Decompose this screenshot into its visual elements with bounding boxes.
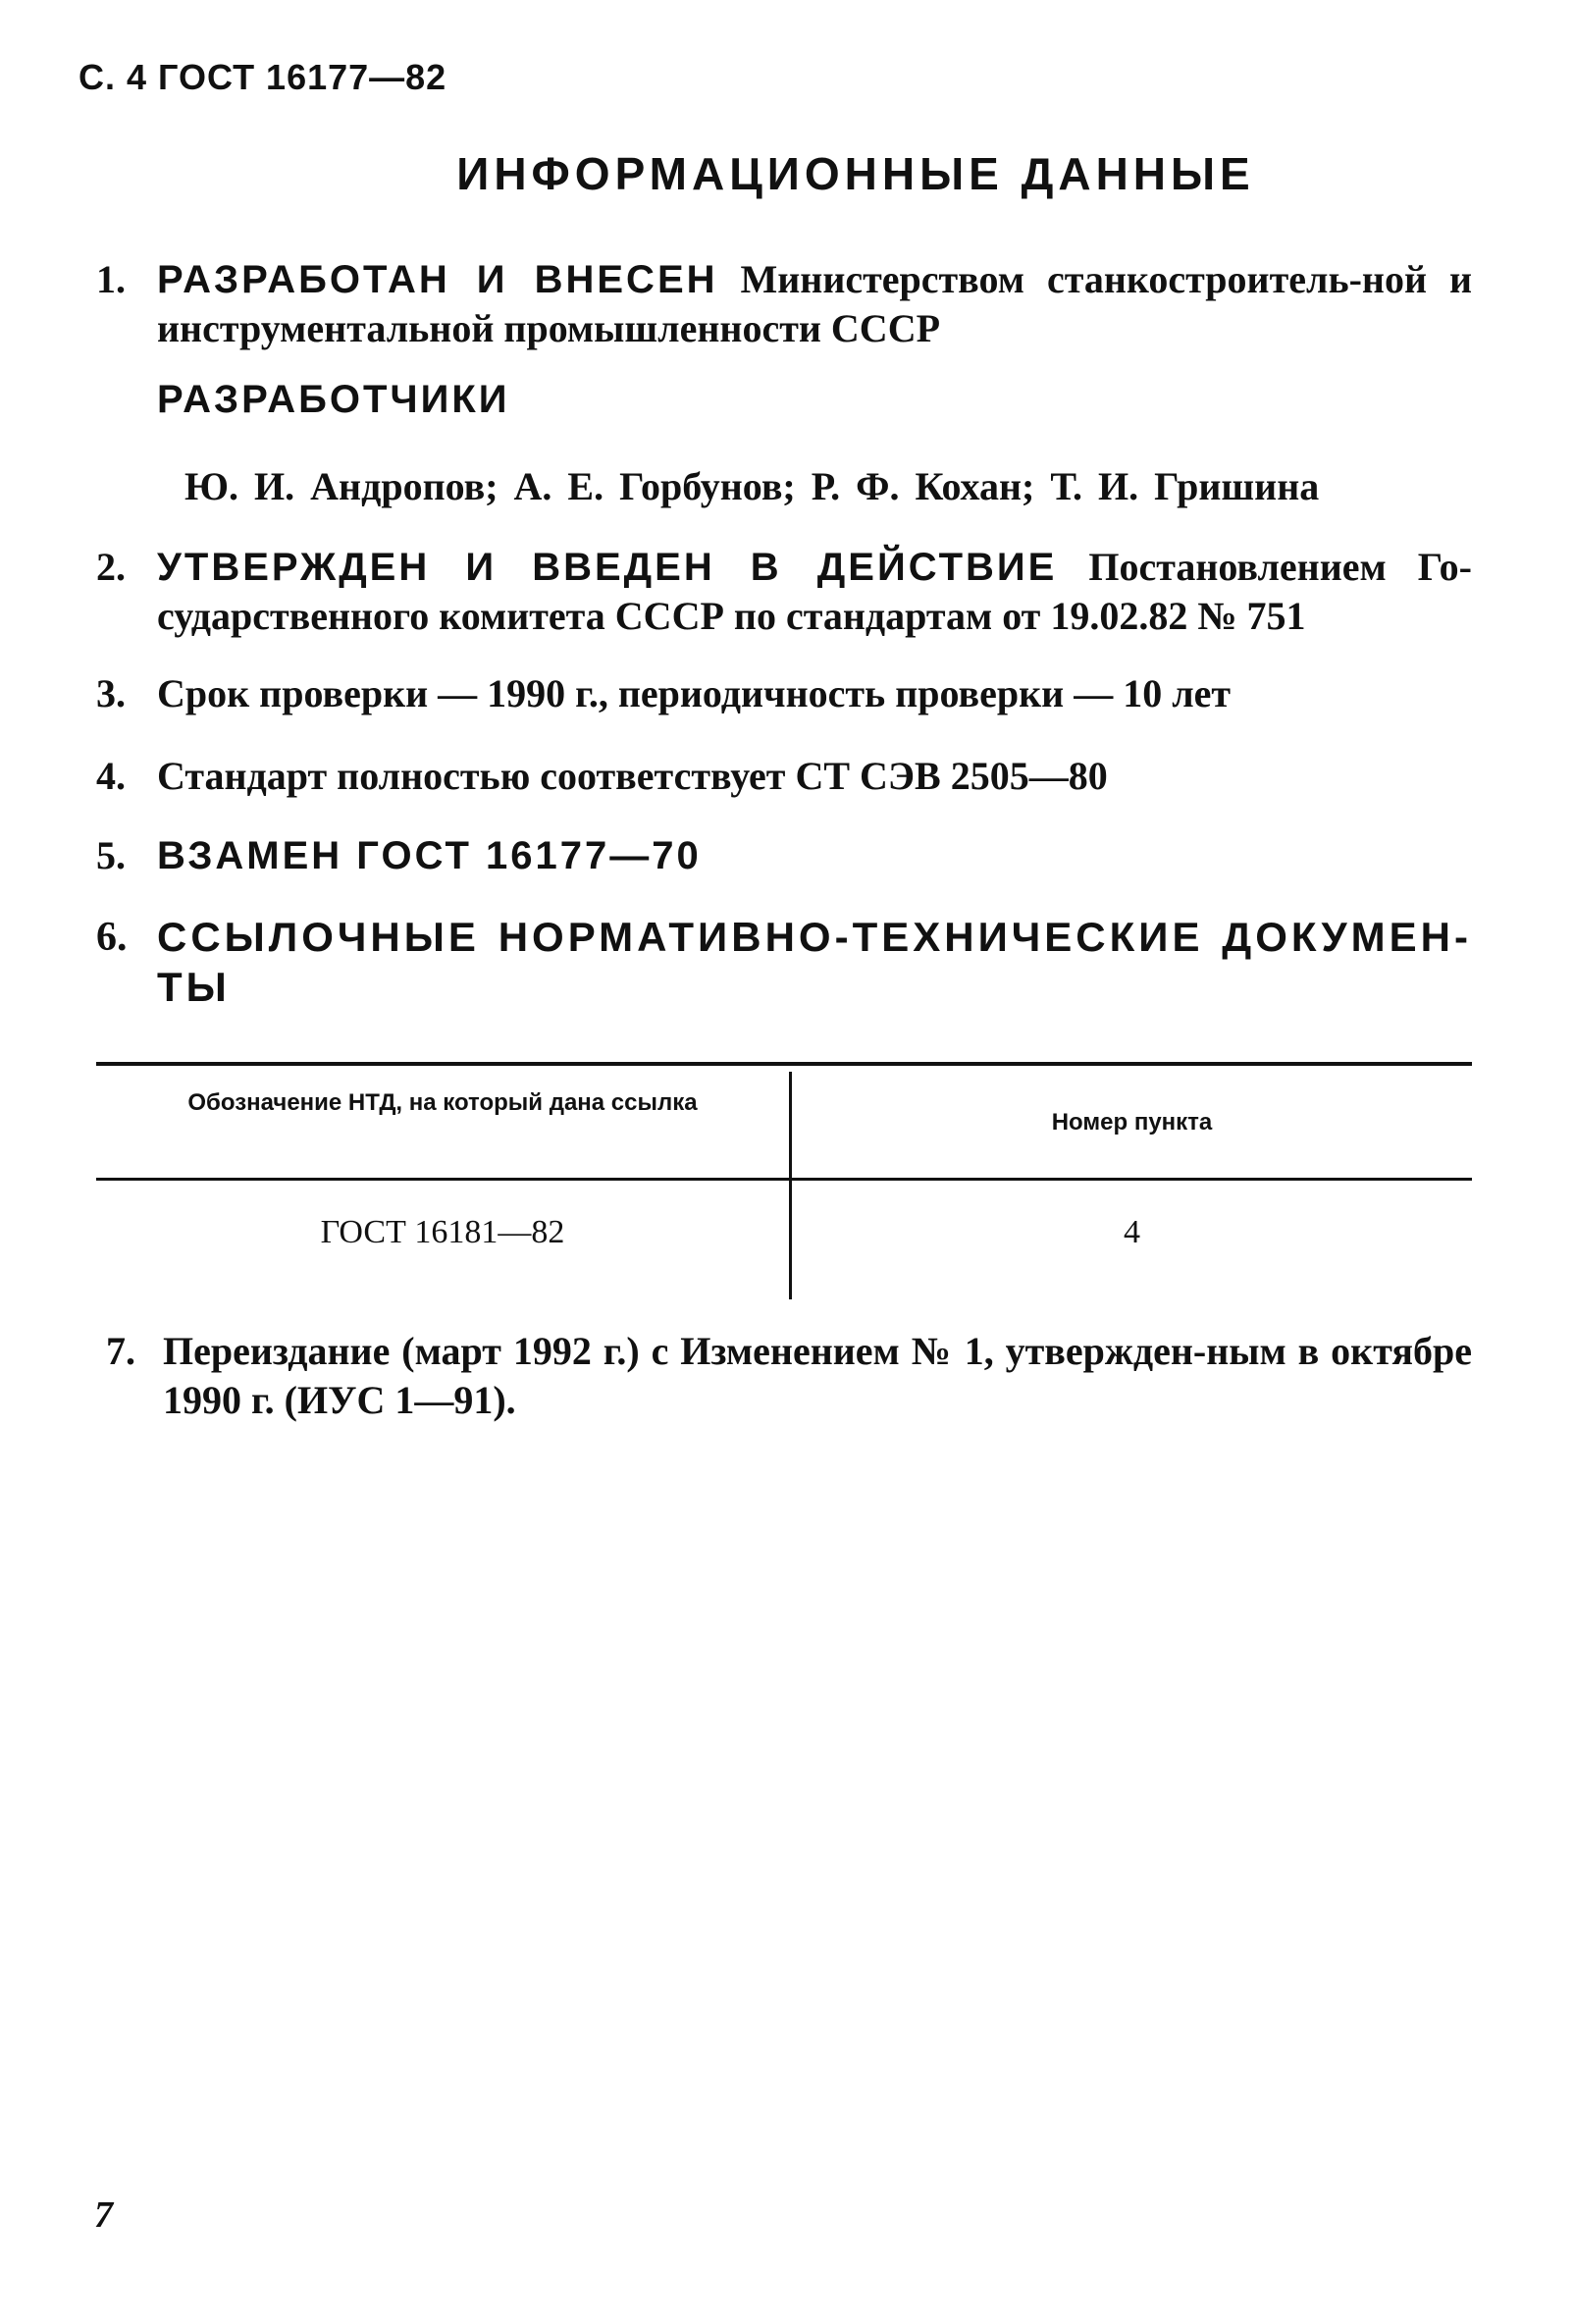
- reference-table: [96, 1062, 1472, 1299]
- info-item-2: [96, 543, 1472, 641]
- item-number: 5.: [96, 833, 126, 877]
- item-body: [157, 831, 1472, 880]
- item-text: Министерством станкостроитель-ной и инструментальной промышленности СССР: [157, 257, 1473, 350]
- info-item-6: [96, 913, 1472, 1013]
- item-caps-text: ССЫЛОЧНЫЕ НОРМАТИВНО-ТЕХНИЧЕСКИЕ ДОКУМЕН-ТЫ: [157, 914, 1472, 1010]
- table-header-designation: Обозначение НТД, на который дана ссылка: [187, 1089, 698, 1116]
- item-number: 6.: [96, 915, 128, 960]
- item-number: 2.: [96, 545, 126, 589]
- item-number: 3.: [96, 671, 126, 715]
- info-item-7: [106, 1327, 1472, 1425]
- info-item-5: [96, 831, 1472, 880]
- item-text: Срок проверки — 1990 г., периодичность проверки — 10 лет: [157, 671, 1232, 715]
- table-header-rule: [96, 1178, 1472, 1181]
- item-caps-text: ВЗАМЕН ГОСТ 16177—70: [157, 834, 702, 877]
- info-item-4: [96, 752, 1472, 801]
- info-item-3: [96, 669, 1472, 718]
- table-header-clause: Номер пункта: [1051, 1109, 1213, 1136]
- page-title: ИНФОРМАЦИОННЫЕ ДАННЫЕ: [456, 148, 1255, 199]
- item-body: [157, 913, 1472, 1013]
- item-body: [163, 1327, 1472, 1425]
- info-item-1: [96, 255, 1472, 353]
- item-number: 7.: [106, 1329, 135, 1373]
- item-text: Переиздание (март 1992 г.) с Изменением № 1, утвержден-ным в октябре 1990 г. (ИУС 1—91).: [163, 1329, 1472, 1422]
- item-body: [157, 752, 1472, 801]
- item-caps-text: УТВЕРЖДЕН И ВВЕДЕН В ДЕЙСТВИЕ: [157, 546, 1058, 589]
- item-text: Стандарт полностью соответствует СТ СЭВ 2505—80: [157, 754, 1108, 798]
- table-cell-designation: ГОСТ 16181—82: [320, 1214, 565, 1250]
- item-caps-text: РАЗРАБОТАН И ВНЕСЕН: [157, 258, 718, 301]
- running-head: С. 4 ГОСТ 16177—82: [79, 57, 447, 97]
- table-cell-clause: 4: [1124, 1214, 1140, 1250]
- item-body: [157, 543, 1472, 641]
- table-top-rule: [96, 1062, 1472, 1066]
- item-body: [157, 669, 1472, 718]
- developers-names: Ю. И. Андропов; А. Е. Горбунов; Р. Ф. Кохан; Т. И. Гришина: [184, 464, 1320, 508]
- item-number: 4.: [96, 754, 126, 798]
- developers-heading: РАЗРАБОТЧИКИ: [157, 378, 510, 421]
- page-number: 7: [94, 2194, 113, 2236]
- table-column-divider: [789, 1072, 792, 1299]
- item-text: Постановлением Го-сударственного комитета СССР по стандартам от 19.02.82 № 751: [157, 545, 1472, 638]
- item-number: 1.: [96, 257, 126, 301]
- item-body: [157, 255, 1472, 353]
